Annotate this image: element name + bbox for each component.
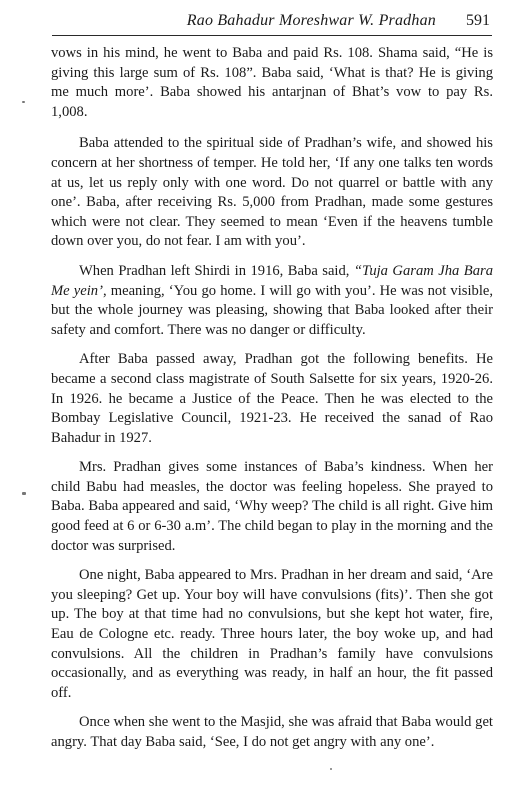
paragraph-3-after: , meaning, ‘You go home. I will go with you’. He was not visible, but the whole journey was pleasing, showing that Baba looked after their safety and comfort. There was no danger or difficulty. — [51, 282, 493, 338]
running-title: Rao Bahadur Moreshwar W. Pradhan — [186, 12, 436, 29]
scan-speck — [22, 492, 26, 495]
paragraph-3-before: When Pradhan left Shirdi in 1916, Baba said, — [79, 262, 354, 279]
scan-speck — [330, 768, 332, 770]
paragraph-6: One night, Baba appeared to Mrs. Pradhan in her dream and said, ‘Are you sleeping? Get up. Your boy will have convulsions (fits)’. Then she got up. The boy at that time had no convulsions, but she kept hot water, fire, Eau de Cologne etc. ready. Three hours later, the boy woke up, and had convulsions. All the children in Pradhan’s family have convulsions occasionally, and as everything was ready, in half an hour, the fit passed off. — [51, 567, 493, 701]
paragraph-1: vows in his mind, he went to Baba and paid Rs. 108. Shama said, “He is giving this large sum of Rs. 108”. Baba said, ‘What is that? He is giving me much more’. Baba showed his antarjnan of Bhat’s vow to pay Rs. 1,008. — [51, 45, 493, 120]
paragraph-2: Baba attended to the spiritual side of Pradhan’s wife, and showed his concern at her shortness of temper. He told her, ‘If any one talks ten words at us, let us reply only with one word. Do not quarrel or battle with any one’. Baba, after receiving Rs. 5,000 from Pradhan, made some gestures which were not clear. They seemed to mean ‘Even if the heavens tumble down over you, do not fear. I am with you’. — [51, 135, 493, 250]
paragraph-4: After Baba passed away, Pradhan got the following benefits. He became a second class magistrate of South Salsette for six years, 1920-26. In 1926. he became a Justice of the Peace. Then he was elected to the Bombay Legislative Council, 1921-23. He received the sanad of Rao Bahadur in 1927. — [51, 351, 493, 446]
running-header — [0, 12, 514, 32]
paragraph-3 — [51, 262, 493, 340]
paragraph-5: Mrs. Pradhan gives some instances of Baba’s kindness. When her child Babu had measles, the doctor was feeling hopeless. She prayed to Baba. Baba appeared and said, ‘Why weep? The child is all right. Give him good feed at 6 or 6-30 a.m’. The child began to play in the morning and the doctor was surprised. — [51, 459, 493, 554]
body-text — [51, 44, 493, 753]
paragraph-7: Once when she went to the Masjid, she was afraid that Baba would get angry. That day Baba said, ‘See, I do not get angry with any one’. — [51, 714, 493, 750]
paragraph-3-italic-quote: “Tuja Garam Jha Bara Me yein’ — [51, 262, 493, 299]
scan-speck — [22, 101, 25, 103]
header-rule — [52, 35, 492, 36]
page-number: 591 — [466, 12, 490, 29]
